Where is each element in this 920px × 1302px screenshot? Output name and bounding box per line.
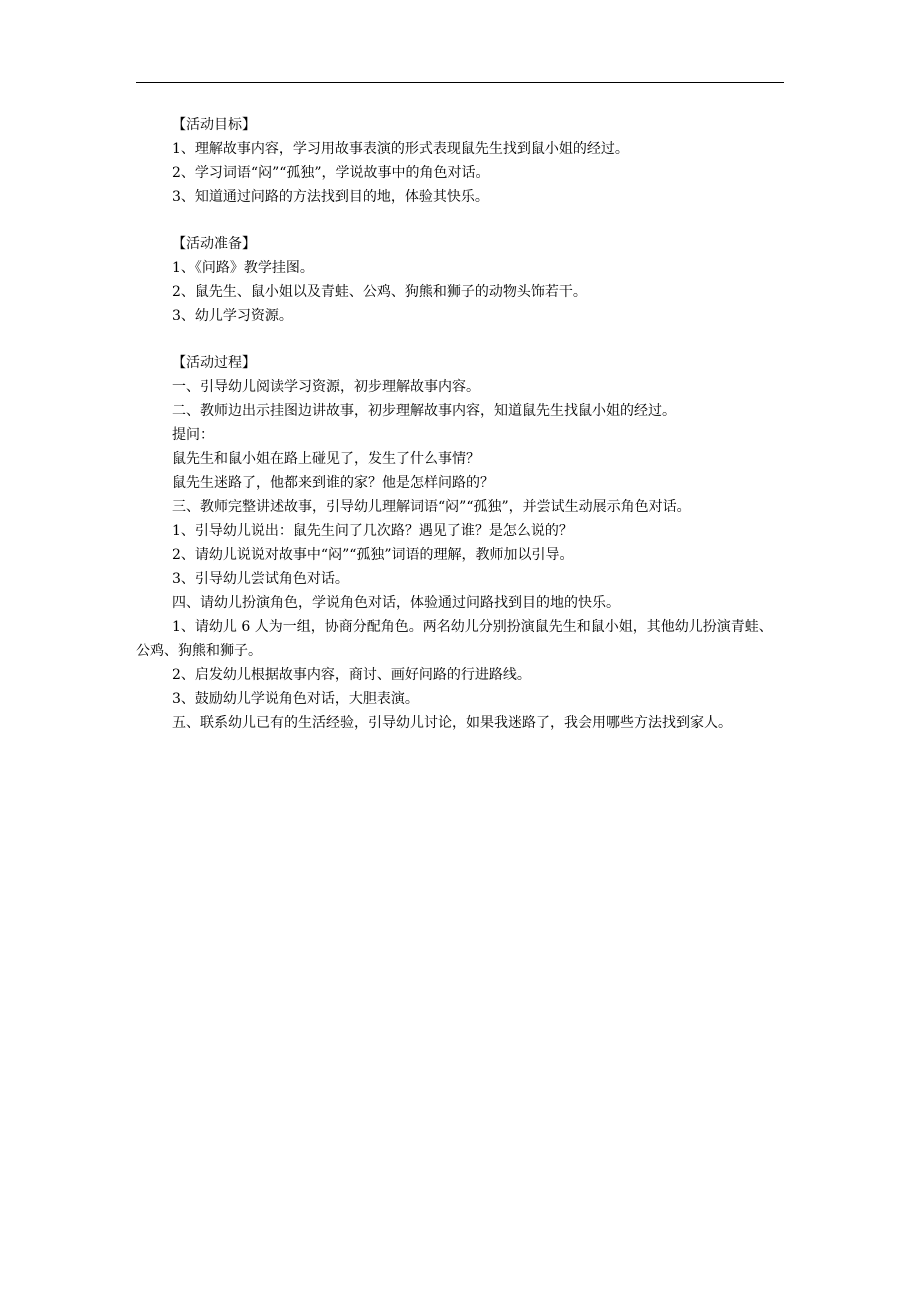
section-preparation: [172, 232, 784, 328]
list-item: 2、请幼儿说说对故事中“闷”“孤独”词语的理解，教师加以引导。: [172, 547, 574, 563]
document-body: [136, 113, 784, 758]
list-item: 三、教师完整讲述故事，引导幼儿理解词语“闷”“孤独”，并尝试生动展示角色对话。: [172, 499, 691, 515]
section-heading: 【活动过程】: [172, 355, 256, 371]
section-goals: [172, 113, 784, 209]
list-item: 一、引导幼儿阅读学习资源，初步理解故事内容。: [172, 379, 480, 395]
list-item: 3、引导幼儿尝试角色对话。: [172, 571, 349, 587]
list-item: 1、《问路》教学挂图。: [172, 260, 314, 276]
list-item: 2、启发幼儿根据故事内容，商讨、画好问路的行进路线。: [172, 667, 531, 683]
list-item: 3、鼓励幼儿学说角色对话，大胆表演。: [172, 691, 419, 707]
list-item: 2、鼠先生、鼠小姐以及青蛙、公鸡、狗熊和狮子的动物头饰若干。: [172, 284, 587, 300]
list-item: 四、请幼儿扮演角色，学说角色对话，体验通过问路找到目的地的快乐。: [172, 595, 620, 611]
list-item: 鼠先生和鼠小姐在路上碰见了，发生了什么事情？: [172, 451, 480, 467]
list-item: 提问：: [172, 427, 214, 443]
list-item: 鼠先生迷路了，他都来到谁的家？他是怎样问路的？: [172, 475, 494, 491]
list-item: 二、教师边出示挂图边讲故事，初步理解故事内容，知道鼠先生找鼠小姐的经过。: [172, 403, 676, 419]
list-item: 1、引导幼儿说出：鼠先生问了几次路？遇见了谁？是怎么说的？: [172, 523, 573, 539]
header-rule: [136, 82, 784, 83]
section-process: [136, 351, 784, 735]
list-item: 3、知道通过问路的方法找到目的地，体验其快乐。: [172, 189, 489, 205]
list-item: 3、幼儿学习资源。: [172, 308, 293, 324]
list-item: 1、理解故事内容，学习用故事表演的形式表现鼠先生找到鼠小姐的经过。: [172, 141, 629, 157]
section-heading: 【活动准备】: [172, 236, 256, 252]
list-item: 2、学习词语“闷”“孤独”，学说故事中的角色对话。: [172, 165, 490, 181]
wrapped-paragraph: 1、请幼儿 6 人为一组，协商分配角色。两名幼儿分别扮演鼠先生和鼠小姐，其他幼儿扮演青蛙、公鸡、狗熊和狮子。: [136, 619, 773, 659]
wrapped-paragraph: 五、联系幼儿已有的生活经验，引导幼儿讨论，如果我迷路了，我会用哪些方法找到家人。: [172, 715, 732, 731]
section-heading: 【活动目标】: [172, 117, 256, 133]
